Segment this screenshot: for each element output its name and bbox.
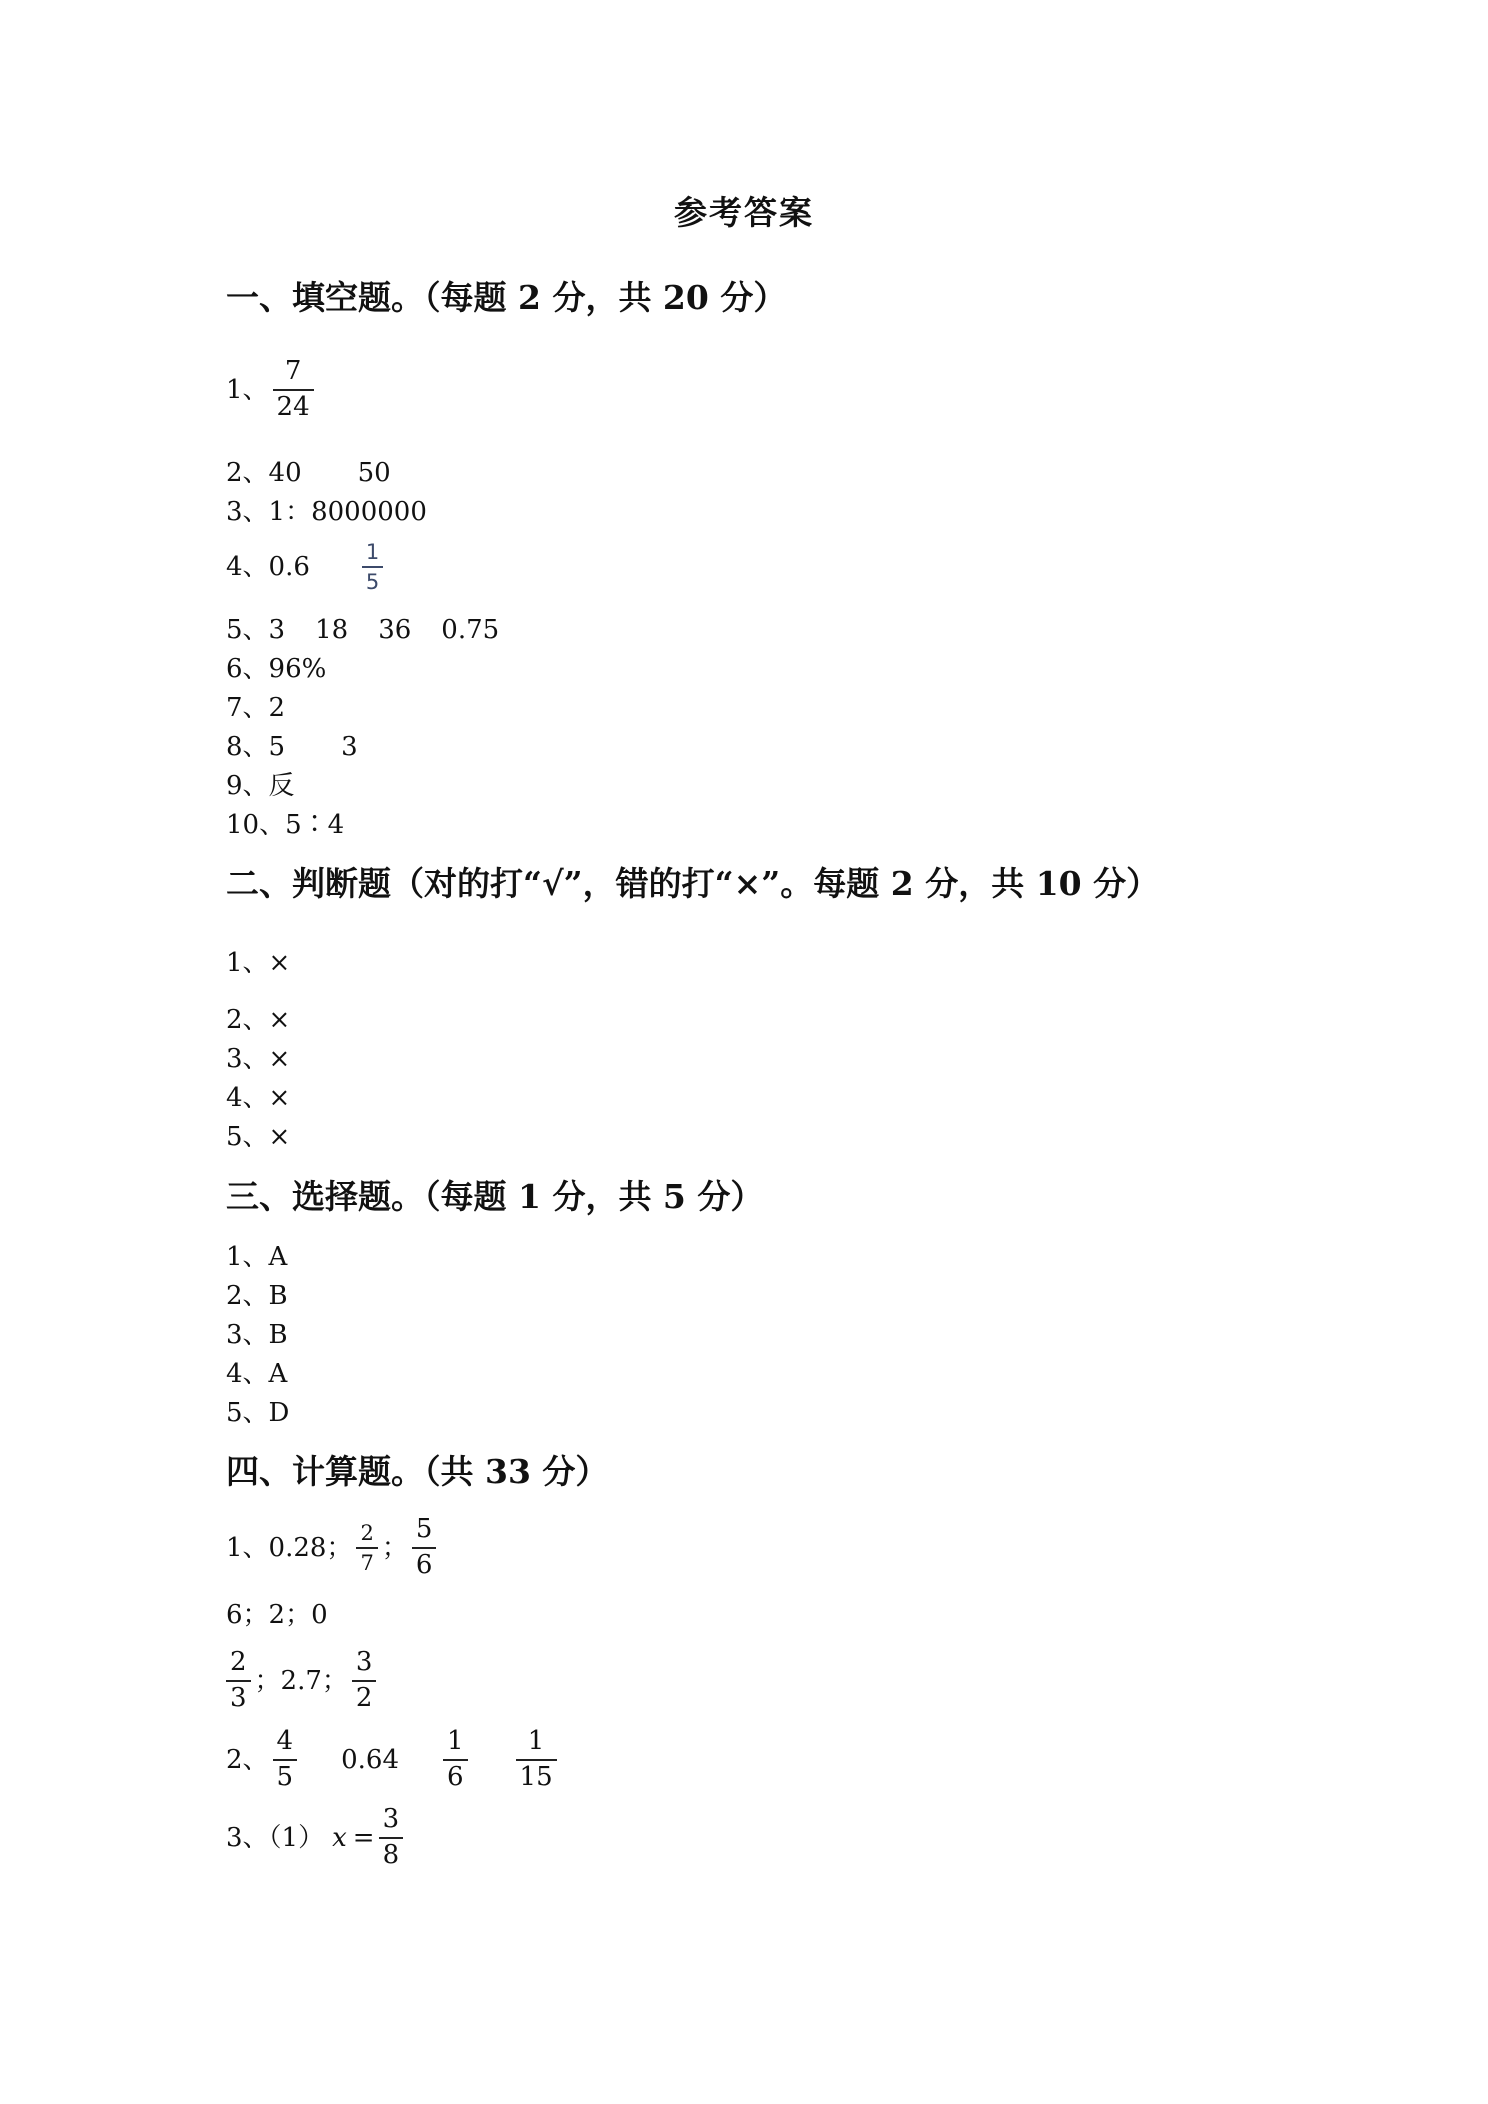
answer-1-2: 2、40 50 — [226, 458, 391, 488]
answer-1-5: 5、3 18 36 0.75 — [226, 615, 500, 645]
answer-4-1-row-3: $\frac{2}{3}$ ；2.7； $\frac{3}{2}$ — [226, 1648, 380, 1714]
fraction: $\frac{4}{5}$ — [273, 1727, 298, 1793]
answer-1-4: 4、0.6 $\frac{1}{5}$ — [226, 540, 387, 594]
answer-1-8: 8、5 3 — [226, 732, 358, 762]
section-heading-fill-in: 一、填空题。（每题 2 分，共 20 分） — [226, 278, 787, 317]
answer-2-1: 1、× — [226, 948, 291, 978]
fraction: $\frac{2}{7}$ — [356, 1521, 377, 1575]
answer-1-10: 10、5∶4 — [226, 810, 345, 840]
answer-1-1 — [226, 357, 318, 423]
answer-2-2: 2、× — [226, 1005, 291, 1035]
answer-3-1: 1、A — [226, 1242, 288, 1272]
answer-label: 1、 — [226, 374, 269, 405]
section-heading-true-false: 二、判断题（对的打“√”，错的打“×”。每题 2 分，共 10 分） — [226, 864, 1160, 903]
answer-3-2: 2、B — [226, 1281, 288, 1311]
answer-1-9: 9、反 — [226, 771, 295, 801]
answer-2-3: 3、× — [226, 1044, 291, 1074]
answer-1-6: 6、96% — [226, 654, 327, 684]
answer-1-7: 7、2 — [226, 693, 286, 723]
answer-4-1-row-2: 6；2；0 — [226, 1600, 328, 1630]
section-heading-multiple-choice: 三、选择题。（每题 1 分，共 5 分） — [226, 1177, 764, 1216]
answer-4-1: 1、0.28； $\frac{2}{7}$ ； $\frac{5}{6}$ — [226, 1515, 440, 1581]
answer-2-4: 4、× — [226, 1083, 291, 1113]
fraction: $\frac{3}{2}$ — [352, 1648, 377, 1714]
answer-3-5: 5、D — [226, 1398, 290, 1428]
answer-2-5: 5、× — [226, 1122, 291, 1152]
answer-3-3: 3、B — [226, 1320, 288, 1350]
page-title: 参考答案 — [674, 193, 814, 232]
fraction: $\frac{5}{6}$ — [412, 1515, 437, 1581]
fraction: $\frac{7}{24}$ — [273, 357, 314, 423]
section-heading-calculation: 四、计算题。（共 33 分） — [226, 1452, 609, 1491]
fraction: $\frac{2}{3}$ — [226, 1648, 251, 1714]
fraction: $\frac{1}{15}$ — [516, 1727, 557, 1793]
fraction: $\frac{3}{8}$ — [379, 1805, 404, 1871]
answer-3-4: 4、A — [226, 1359, 288, 1389]
fraction: $\frac{1}{5}$ — [362, 540, 383, 594]
answer-4-2: 2、 $\frac{4}{5}$ 0.64 $\frac{1}{6}$ $\frac{1}{15}$ — [226, 1727, 561, 1793]
fraction: $\frac{1}{6}$ — [443, 1727, 468, 1793]
answer-4-3: 3、（1） x = $\frac{3}{8}$ — [226, 1805, 407, 1871]
answer-1-3: 3、1：8000000 — [226, 497, 427, 527]
